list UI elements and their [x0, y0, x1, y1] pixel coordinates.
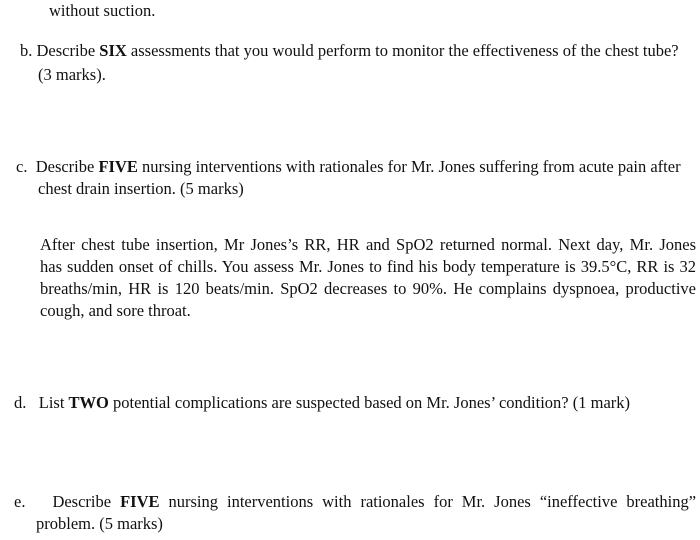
question-c-text-start: Describe — [35, 157, 99, 176]
scenario-line-1: After chest tube insertion, Mr Jones’s RR, HR and SpO2 returned normal. Next day, Mr. Jones — [40, 235, 696, 254]
question-b — [20, 40, 679, 62]
question-d — [14, 392, 630, 414]
question-c-label: c. — [16, 157, 28, 176]
scenario-line-3: breaths/min, HR is 120 beats/min. SpO2 decreases to 90%. He complains dyspnoea, productive — [40, 279, 696, 298]
question-a-tail: without suction. — [49, 1, 156, 20]
question-b-text-start: Describe — [36, 41, 100, 60]
question-e-emphasis: FIVE — [120, 492, 160, 511]
question-b-emphasis: SIX — [99, 41, 127, 60]
question-d-emphasis: TWO — [68, 393, 109, 412]
scenario-line-4: cough, and sore throat. — [40, 301, 191, 320]
question-c-emphasis: FIVE — [98, 157, 138, 176]
scenario-paragraph — [40, 234, 696, 322]
question-e-text-start: Describe — [52, 492, 121, 511]
question-e-line-2: problem. (5 marks) — [36, 514, 163, 533]
question-b-text-end: assessments that you would perform to monitor the effectiveness of the chest tube? — [126, 41, 679, 60]
question-e-label: e. — [14, 492, 26, 511]
question-c — [16, 156, 681, 178]
question-d-text-start: List — [38, 393, 69, 412]
question-c-line-2: chest drain insertion. (5 marks) — [38, 179, 244, 198]
question-b-marks: (3 marks). — [38, 65, 106, 84]
question-e — [14, 491, 696, 535]
question-d-label: d. — [14, 393, 27, 412]
question-c-text-end: nursing interventions with rationales for Mr. Jones suffering from acute pain after — [137, 157, 681, 176]
question-b-label: b. — [20, 41, 33, 60]
question-e-text-end: nursing interventions with rationales for Mr. Jones “ineffective breathing” — [159, 492, 697, 511]
scenario-line-2: has sudden onset of chills. You assess Mr. Jones to find his body temperature is 39.5°C, RR is 32 — [40, 257, 696, 276]
question-e-line-1 — [14, 491, 696, 513]
question-d-text-end: potential complications are suspected based on Mr. Jones’ condition? (1 mark) — [108, 393, 631, 412]
